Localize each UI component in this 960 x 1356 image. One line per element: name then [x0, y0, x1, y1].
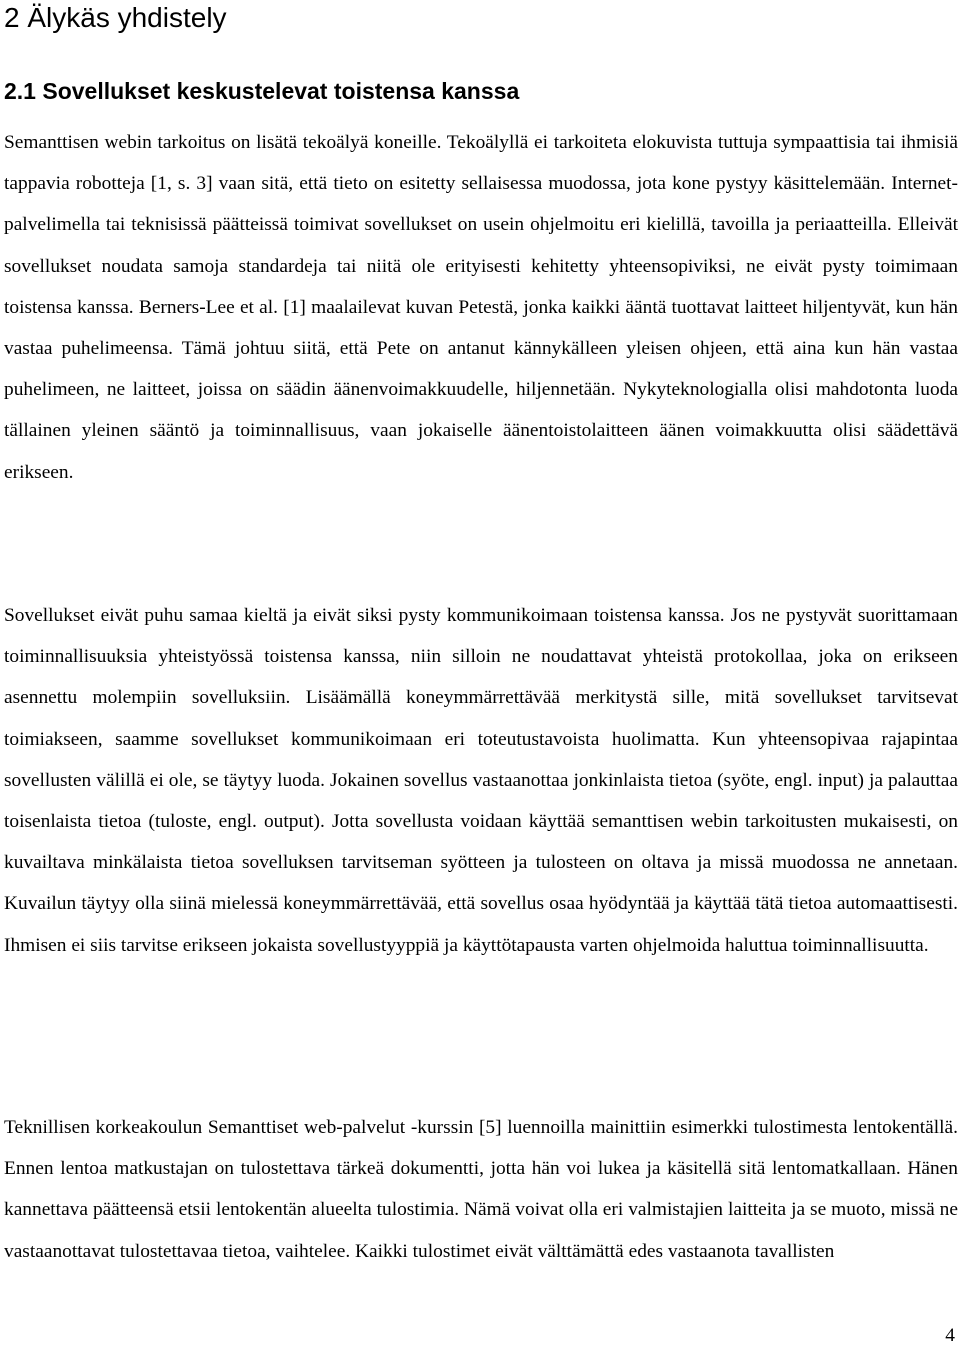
chapter-heading: 2 Älykäs yhdistely [4, 2, 227, 33]
paragraph-1: Semanttisen webin tarkoitus on lisätä tekoälyä koneille. Tekoälyllä ei tarkoiteta elokuvista tuttuja sympaattisia tai ihmisiä tappavia robotteja [1, s. 3] vaan sitä, että tieto on esitetty sellaisessa muodossa, jota kone pystyy käsittelemään. Internet-palvelimella tai teknisissä päätteissä toimivat sovellukset on usein ohjelmoitu eri kielillä, tavoilla ja periaatteilla. Elleivät sovellukset noudata samoja standardeja tai niitä ole erityisesti kehitetty yhteensopiviksi, ne eivät pysty toimimaan toistensa kanssa. Berners-Lee et al. [1] maalailevat kuvan Petestä, jonka kaikki ääntä tuottavat laitteet hiljentyvät, kun hän vastaa puhelimeensa. Tämä johtuu siitä, että Pete on antanut kännykälleen yleisen ohjeen, että aina kun hän vastaa puhelimeen, ne laitteet, joissa on säädin äänenvoimakkuudelle, hiljennetään. Nykyteknologialla olisi mahdotonta luoda tällainen yleinen sääntö ja toiminnallisuus, vaan jokaiselle äänentoistolaitteen äänen voimakkuutta olisi säädettävä erikseen. [4, 132, 958, 483]
paragraph-2: Sovellukset eivät puhu samaa kieltä ja eivät siksi pysty kommunikoimaan toistensa kanssa. Jos ne pystyvät suorittamaan toiminnallisuuksia yhteistyössä toistensa kanssa, niin silloin ne noudattavat yhteistä protokollaa, joka on erikseen asennettu molempiin sovelluksiin. Lisäämällä koneymmärrettävää merkitystä sille, mitä sovellukset tarvitsevat toimiakseen, saamme sovellukset kommunikoimaan eri toteutustavoista huolimatta. Kun yhteensopivaa rajapintaa sovellusten välillä ei ole, se täytyy luoda. Jokainen sovellus vastaanottaa jonkinlaista tietoa (syöte, engl. input) ja palauttaa toisenlaista tietoa (tuloste, engl. output). Jotta sovellusta voidaan käyttää semanttisen webin tarkoitusten mukaisesti, on kuvailtava minkälaista tietoa sovelluksen tarvitseman syötteen ja tulosteen on oltava ja missä muodossa ne annetaan. Kuvailun täytyy olla siinä mielessä koneymmärrettävää, että sovellus osaa hyödyntää ja käyttää tätä tietoa automaattisesti. Ihmisen ei siis tarvitse erikseen jokaista sovellustyyppiä ja käyttötapausta varten ohjelmoida haluttua toiminnallisuutta. [4, 605, 958, 956]
page-number: 4 [945, 1325, 955, 1346]
paragraph-3: Teknillisen korkeakoulun Semanttiset web-palvelut -kurssin [5] luennoilla mainittiin esimerkki tulostimesta lentokentällä. Ennen lentoa matkustajan on tulostettava tärkeä dokumentti, jotta hän voi lukea ja käsitellä sitä lentomatkallaan. Hänen kannettava päätteensä etsii lentokentän alueelta tulostimia. Nämä voivat olla eri valmistajien laitteita ja se muoto, missä ne vastaanottavat tulostettavaa tietoa, vaihtelee. Kaikki tulostimet eivät välttämättä edes vastaanota tavallisten [4, 1117, 958, 1262]
section-heading: 2.1 Sovellukset keskustelevat toistensa kanssa [4, 78, 520, 104]
